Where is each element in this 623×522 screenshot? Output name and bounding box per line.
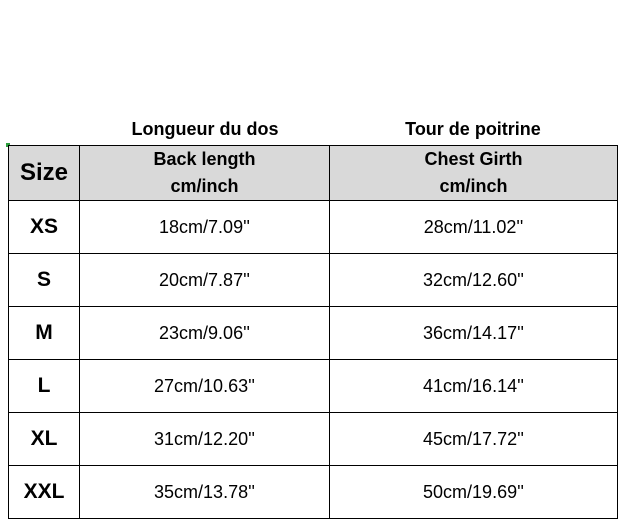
back-length-cell: 23cm/9.06'' <box>80 307 330 360</box>
chest-girth-cell: 32cm/12.60'' <box>330 254 618 307</box>
back-length-header-unit: cm/inch <box>170 176 239 196</box>
back-length-cell: 27cm/10.63'' <box>80 360 330 413</box>
back-length-cell: 35cm/13.78'' <box>80 466 330 519</box>
chest-girth-cell: 50cm/19.69'' <box>330 466 618 519</box>
chest-girth-cell: 45cm/17.72'' <box>330 413 618 466</box>
back-length-header-title: Back length <box>153 149 256 169</box>
size-column-header: Size <box>9 146 80 201</box>
size-cell: M <box>9 307 80 360</box>
back-length-column-header <box>80 146 330 201</box>
chest-girth-header-unit: cm/inch <box>439 176 508 196</box>
table-header-row <box>9 146 618 201</box>
table-row <box>9 466 618 519</box>
table-row <box>9 254 618 307</box>
chest-girth-cell: 36cm/14.17'' <box>330 307 618 360</box>
table-row <box>9 307 618 360</box>
size-cell: L <box>9 360 80 413</box>
chest-girth-french-label: Tour de poitrine <box>405 119 541 139</box>
back-length-cell: 20cm/7.87'' <box>80 254 330 307</box>
size-cell: XXL <box>9 466 80 519</box>
size-cell: S <box>9 254 80 307</box>
chest-girth-header-title: Chest Girth <box>424 149 523 169</box>
back-length-cell: 31cm/12.20'' <box>80 413 330 466</box>
table-row <box>9 201 618 254</box>
size-chart-table <box>8 145 618 519</box>
chest-girth-cell: 41cm/16.14'' <box>330 360 618 413</box>
size-cell: XS <box>9 201 80 254</box>
chest-girth-column-header <box>330 146 618 201</box>
chest-girth-cell: 28cm/11.02'' <box>330 201 618 254</box>
back-length-french-label: Longueur du dos <box>131 119 279 139</box>
back-length-cell: 18cm/7.09'' <box>80 201 330 254</box>
table-row <box>9 413 618 466</box>
table-row <box>9 360 618 413</box>
size-cell: XL <box>9 413 80 466</box>
